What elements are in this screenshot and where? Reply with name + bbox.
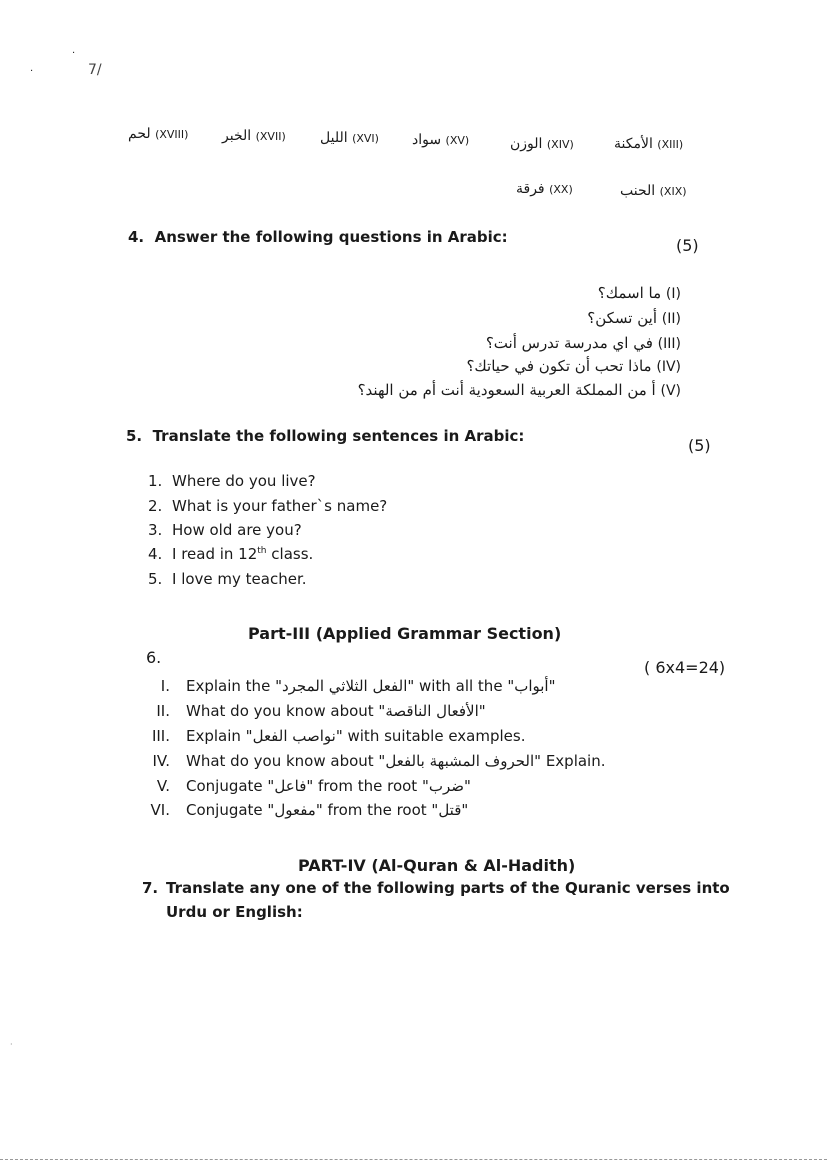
grammar-item: III. Explain "نواصب الفعل" with suitable examples. (151, 727, 526, 745)
scan-footer-edge (0, 1159, 827, 1160)
vocab-item: سواد (XV) (412, 132, 470, 148)
question-5-marks: (5) (688, 436, 711, 455)
scan-speck: · (10, 1040, 13, 1049)
part-4-title: PART-IV (Al-Quran & Al-Hadith) (298, 856, 576, 875)
question-7-number: 7. (142, 879, 159, 897)
question-6-marks: ( 6x4=24) (644, 658, 726, 677)
grammar-item: II. What do you know about "الأفعال الناقصة" (156, 702, 486, 720)
translate-item: 4. I read in 12th class. (148, 545, 314, 563)
question-6-number: 6. (146, 648, 162, 667)
question-4-heading: 4. Answer the following questions in Arabic: (128, 228, 508, 246)
question-5-heading: 5. Translate the following sentences in Arabic: (126, 427, 525, 445)
question-7-line-1: Translate any one of the following parts of the Quranic verses into (166, 879, 730, 897)
vocab-item: لحم (XVIII) (128, 126, 189, 142)
vocab-item: فرقة (XX) (516, 181, 573, 197)
vocab-item: الأمكنة (XIII) (614, 136, 684, 152)
vocab-item: الحنب (XIX) (620, 183, 687, 199)
translate-item: 2. What is your father`s name? (148, 497, 388, 515)
arabic-question: (I) ما اسمك؟ (597, 284, 681, 302)
vocab-item: الخبر (XVII) (222, 128, 286, 144)
question-7-line-2: Urdu or English: (166, 903, 303, 921)
page-corner-mark: 7/ (88, 62, 102, 78)
arabic-question: (III) في اي مدرسة تدرس أنت؟ (485, 334, 681, 352)
translate-item: 5. I love my teacher. (148, 570, 307, 588)
grammar-item: I. Explain the "الفعل الثلاثي المجرد" with all the "أبواب" (160, 677, 556, 695)
vocab-item: الوزن (XIV) (510, 136, 574, 152)
vocab-item: الليل (XVI) (320, 130, 379, 146)
scan-speck: · (72, 48, 76, 59)
scan-speck: · (30, 66, 34, 77)
translate-item: 3. How old are you? (148, 521, 302, 539)
grammar-item: VI. Conjugate "مفعول" from the root "قتل" (150, 801, 469, 819)
arabic-question: (V) أ من المملكة العربية السعودية أنت أم من الهند؟ (357, 381, 681, 399)
grammar-item: V. Conjugate "فاعل" from the root "ضرب" (156, 777, 471, 795)
part-3-title: Part-III (Applied Grammar Section) (248, 624, 562, 643)
grammar-item: IV. What do you know about "الحروف المشبهة بالفعل" Explain. (152, 752, 606, 770)
question-4-marks: (5) (676, 236, 699, 255)
arabic-question: (IV) ماذا تحب أن تكون في حياتك؟ (466, 357, 681, 375)
translate-item: 1. Where do you live? (148, 472, 316, 490)
arabic-question: (II) أين تسكن؟ (587, 309, 681, 327)
